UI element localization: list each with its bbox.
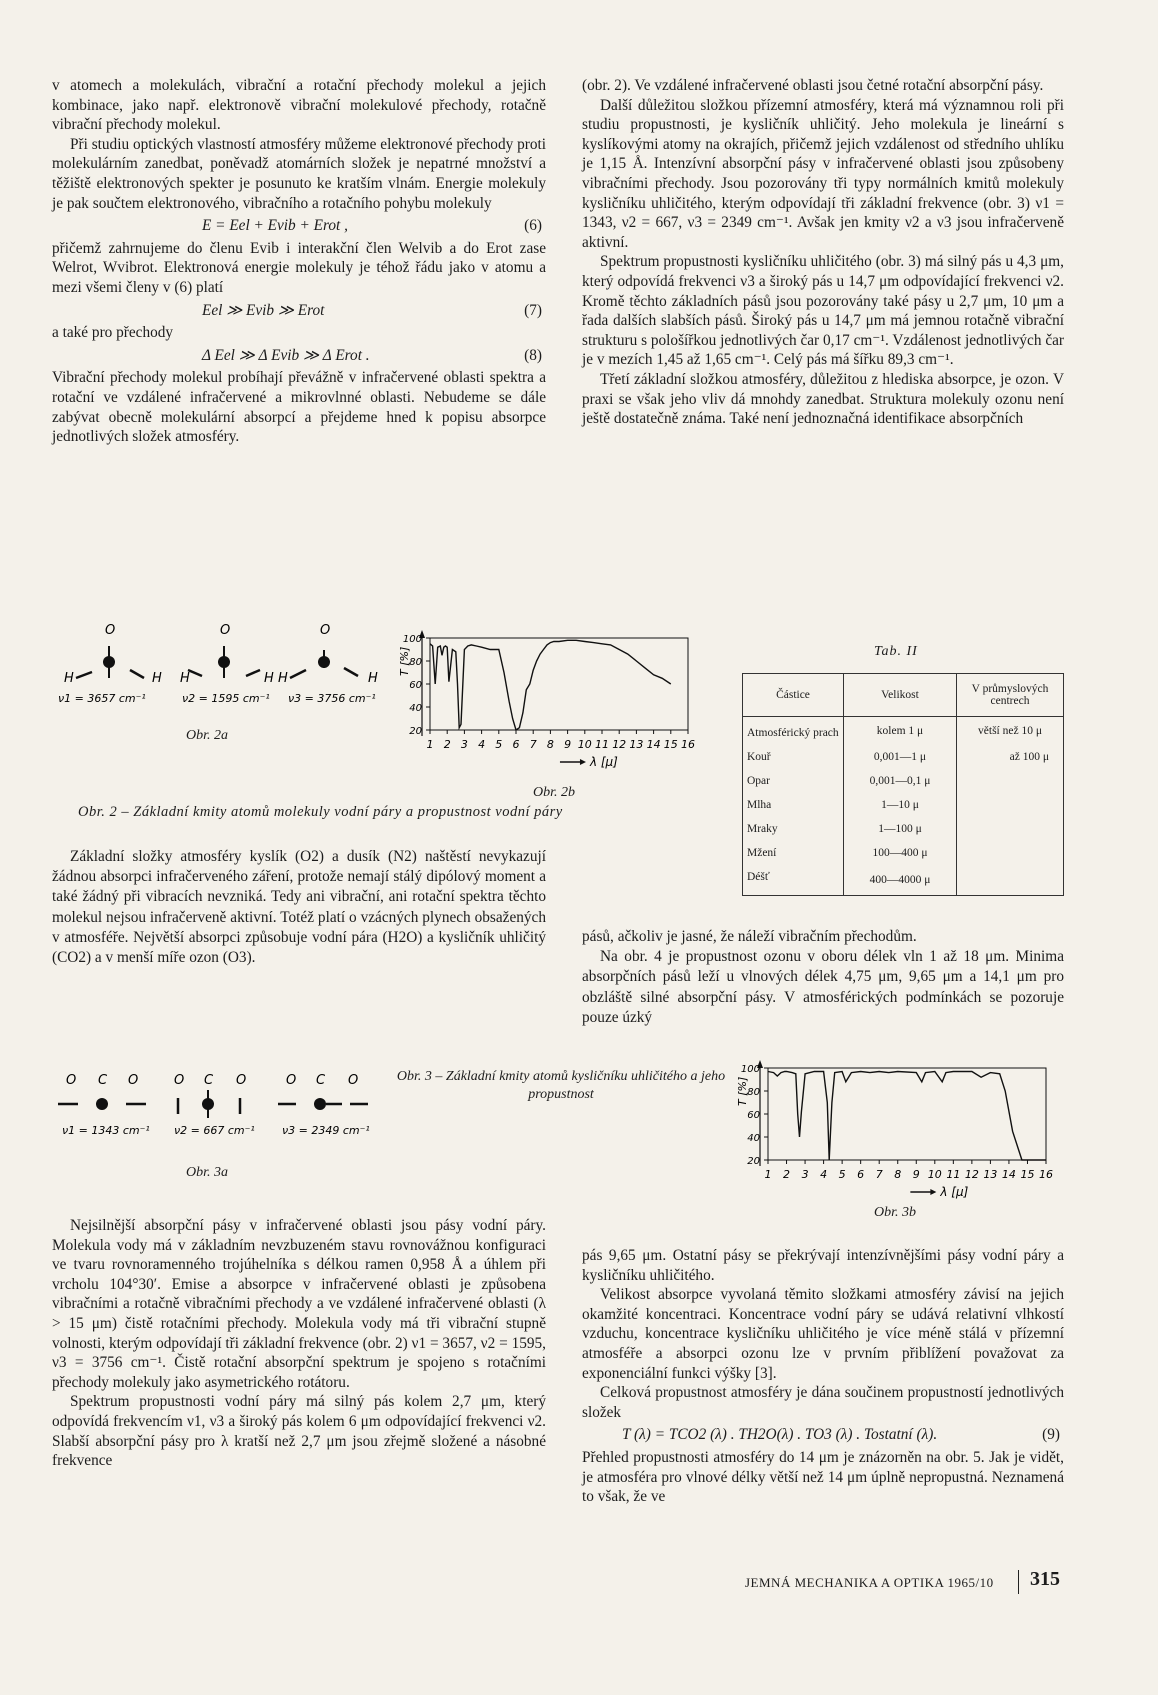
paragraph: Základní složky atmosféry kyslík (O2) a dusík (N2) naštěstí nevykazují žádnou absorpci infračerveného záření, protože nemají stálý dipólový moment a také žádný při vibracích nevzniká. Tedy ani vibrační, ani rotační spektra těchto molekul nejsou infračerveně aktivní. Totéž platí o vzácných plynech obsažených v atmosféře. Největší absorpci způsobuje vodní pára (H2O) a kysličník uhličitý (CO2) a v menší míře ozon (O3). [52,848,546,967]
equation-7: Eel ≫ Evib ≫ Erot (7) [202,301,542,319]
co2-mode-3 [278,1073,370,1137]
x-tick-label: 9 [912,1168,920,1181]
table-header: Velikost [844,674,957,717]
x-tick-label: 1 [764,1168,772,1181]
y-tick-label: 20 [747,1156,760,1167]
atom-h-label: H [264,671,274,686]
table-row: Mlha 1—10 μ [743,793,1064,817]
y-axis-label: T [%] [398,646,411,676]
x-tick-label: 13 [629,738,644,751]
figure-2-caption: Obr. 2 – Základní kmity atomů molekuly vodní páry a propustnost vodní páry [78,804,563,820]
paragraph: Velikost absorpce vyvolaná těmito složkami atmosféry závisí na jejich okamžité koncentraci. Koncentrace vodní páry se udává relativní vlhkostí vzduchu, koncentrace kysličníku uhličitého je více méně stálá v přízemní atmosféře a absorpci ozonu lze v prvním přiblížení považovat za exponenciální funkci výšky [3]. [582,1286,1064,1382]
atom-h-label: H [180,671,190,686]
table-row: Kouř 0,001—1 μ až 100 μ [743,745,1064,769]
paragraph: Spektrum propustnosti kysličníku uhličitého (obr. 3) má silný pás u 4,3 μm, který odpovídá frekvenci ν3 a široký pás u 14,7 μm odpovídající frekvenci ν2. Kromě těchto základních pásů jsou pozorovány také pásy u 2,7 μm, 10 μm a řada dalších slabších pásů. Široký pás u 14,7 μm má jemnou rotačně vibrační strukturu s pološířkou jednotlivých čar 0,17 cm⁻¹. Vzdálenost jednotlivých čar je v mezích 1,45 až 1,65 cm⁻¹. Celý pás má šířku 89,3 cm⁻¹. [582,253,1064,369]
figure-3-caption: Obr. 3 – Základní kmity atomů kysličníku uhličitého a jeho propustnost [396,1069,726,1102]
x-axis-label: λ [μ] [589,755,618,769]
atom-h-label: H [278,671,288,686]
figure-2a-label: Obr. 2a [186,728,229,743]
svg-text:O: O [128,1073,139,1088]
x-tick-label: 7 [529,738,537,751]
y-tick-label: 80 [409,657,422,668]
table-header: Částice [743,674,844,717]
x-tick-label: 13 [983,1168,998,1181]
x-tick-label: 10 [577,738,592,751]
y-tick-label: 60 [409,680,422,691]
x-axis-label: λ [μ] [940,1185,969,1199]
x-tick-label: 6 [857,1168,865,1181]
footer-divider [1018,1570,1019,1594]
transmission-line [430,640,671,730]
co2-mode-1 [58,1073,150,1137]
nu1-label: ν1 = 1343 cm⁻¹ [62,1124,150,1137]
y-tick-label: 80 [747,1087,760,1098]
y-axis-label: T [%] [736,1076,749,1106]
x-tick-label: 8 [546,738,554,751]
atom-h-label: H [152,671,162,686]
x-tick-label: 7 [875,1168,883,1181]
x-tick-label: 12 [612,738,627,751]
paragraph: Spektrum propustnosti vodní páry má silný pás kolem 2,7 μm, který odpovídá frekvencím ν1, ν3 a široký pás kolem 6 μm odpovídající frekvenci ν2. Slabší absorpční pásy pro λ kratší než 2,7 μm jsou zřejmě složené a násobné frekvence [52,1393,546,1470]
paragraph: Vibrační přechody molekul probíhají převážně v infračervené oblasti spektra a rotační ve vzdálené infračervené a mikrovlnné oblasti. Nebudeme se dále zabývat obecně molekulární absorpcí a přejdeme hned k popisu absorpce jednotlivých složek atmosféry. [52,369,546,446]
page-number: 315 [1030,1568,1060,1590]
left-column-top [52,76,546,447]
left-column-mid [52,847,546,968]
x-tick-label: 5 [495,738,503,751]
nu2-label: ν2 = 1595 cm⁻¹ [182,692,270,705]
transmission-line [768,1072,1046,1161]
x-tick-label: 3 [460,738,468,751]
paragraph: Další důležitou složkou přízemní atmosféry, která má významnou roli při studiu propustnosti, je kysličník uhličitý. Jeho molekula je lineární s kyslíkovými atomy na okrajích, přičemž jejich vzdálenost od středního uhlíku je 1,15 Å. Intenzívní absorpční pásy v infračervené oblasti jsou způsobeny vibračními přechody. Jsou pozorovány tři typy normálních kmitů molekuly kysličníku uhličitého, kterým odpovídají tři základní frekvence (obr. 3) ν1 = 1343, ν2 = 667, ν3 = 2349 cm⁻¹. Avšak jen kmity ν2 a ν3 jsou infračerveně aktivní. [582,96,1064,251]
table-row: Mraky 1—100 μ [743,817,1064,841]
table-2 [742,673,1064,896]
x-tick-label: 5 [838,1168,846,1181]
svg-text:O: O [348,1073,359,1088]
atom-o-label: O [320,623,331,638]
x-tick-label: 16 [1039,1168,1053,1181]
x-tick-label: 4 [478,738,486,751]
paragraph: Nejsilnější absorpční pásy v infračervené oblasti jsou pásy vodní páry. Molekula vody má v základním nevzbuzeném stavu rovnovážnou konfiguraci ve tvaru rovnoramenného trojúhelníka s délkou ramen 0,958 Å a úhlem při vrcholu 104°30′. Emise a absorpce v infračervené oblasti je způsobena vibračními a rotačně vibračními přechody a ve vzdálené infračervené oblasti (λ > 15 μm) čistě rotačními přechody. Molekula vody má tři vibrační stupně volnosti, kterým odpovídají tři základní frekvence (obr. 2) ν1 = 3657, ν2 = 1595, ν3 = 3756 cm⁻¹. Čistě rotační absorpční spektrum je spojeno s rotačními přechody molekuly jako asymetrického rotátoru. [52,1217,546,1391]
figure-3a-co2-modes [56,1066,376,1156]
paragraph: Třetí základní složkou atmosféry, důležitou z hlediska absorpce, je ozon. V praxi se však jeho vliv dá mnohdy zanedbat. Struktura molekuly ozonu není ještě dostatečně známa. Také není jednoznačná identifikace absorpčních [582,370,1064,428]
svg-text:C: C [204,1073,214,1088]
figure-2b-label: Obr. 2b [533,785,576,800]
svg-text:C: C [316,1073,326,1088]
atom-o-label: O [220,623,231,638]
atom-o-label: O [105,623,116,638]
y-tick-label: 100 [402,634,422,645]
table-row: Opar 0,001—0,1 μ [743,769,1064,793]
right-column-bottom [582,1246,1064,1507]
table-header: V průmyslových centrech [957,674,1064,717]
svg-text:O: O [174,1073,185,1088]
x-tick-label: 11 [595,738,609,751]
equation-8: Δ Eel ≫ Δ Evib ≫ Δ Erot . (8) [202,346,542,364]
paragraph: Celková propustnost atmosféry je dána součinem propustností jednotlivých složek [582,1384,1064,1421]
plot-frame [768,1068,1046,1160]
paragraph: pásů, ačkoliv je jasné, že náleží vibračním přechodům. [582,928,917,945]
figure-2a-water-modes [52,620,432,740]
nu2-label: ν2 = 667 cm⁻¹ [174,1124,255,1137]
table-row: Atmosférický prach kolem 1 μ větší než 10 μ [743,717,1064,746]
x-tick-label: 8 [894,1168,902,1181]
svg-text:O: O [236,1073,247,1088]
x-tick-label: 12 [964,1168,979,1181]
table-row: Déšť 400—4000 μ [743,865,1064,896]
left-column-bottom [52,1216,546,1471]
table-2-title: Tab. II [874,644,918,659]
x-tick-label: 3 [801,1168,809,1181]
x-tick-label: 16 [681,738,695,751]
x-tick-label: 14 [646,738,661,751]
y-tick-label: 40 [747,1133,760,1144]
y-tick-label: 60 [747,1110,760,1121]
x-axis-arrowhead [580,759,586,765]
nu1-label: ν1 = 3657 cm⁻¹ [58,692,146,705]
figure-3b-chart [734,1060,1064,1205]
x-tick-label: 4 [820,1168,828,1181]
atom-h-label: H [64,671,74,686]
y-tick-label: 20 [409,726,422,737]
x-tick-label: 14 [1001,1168,1016,1181]
paragraph: přičemž zahrnujeme do členu Evib i interakční člen Welvib a do Erot zase Welrot, Wvibrot. Elektronová energie molekuly je téhož řádu jako v atomu a mezi všemi členy v (6) platí [52,239,546,296]
x-tick-label: 2 [443,738,451,751]
paragraph: Při studiu optických vlastností atmosféry můžeme elektronové přechody proti molekulárním zanedbat, poněvadž atomárních složek je nepatrné množství a těžiště elektronových spekter je posunuto ke kratším vlnám. Energie molekuly je pak součtem elektronového, vibračního a rotačního pohybu molekuly [52,135,546,212]
x-tick-label: 1 [426,738,434,751]
table-row: Mžení 100—400 μ [743,841,1064,865]
paragraph: Na obr. 4 je propustnost ozonu v oboru délek vln 1 až 18 μm. Minima absorpčních pásů leží u vlnových délek 4,75 μm, 9,65 μm a 14,1 μm pro obzláště silné absorpční pásy. V atmosférických podmínkách se pozoruje pouze úzký [582,948,1064,1026]
figure-3a-label: Obr. 3a [186,1165,229,1180]
svg-text:O: O [66,1073,77,1088]
paragraph: v atomech a molekulách, vibrační a rotační přechody molekul a jejich kombinace, jako např. elektronově vibrační molekulové přechody, rotačně vibrační přechody molekul. [52,77,546,134]
right-column-top [582,76,1064,429]
paragraph: (obr. 2). Ve vzdálené infračervené oblasti jsou četné rotační absorpční pásy. [582,77,1044,94]
x-tick-label: 9 [564,738,572,751]
paragraph: a také pro přechody [52,324,174,342]
paragraph: Přehled propustnosti atmosféry do 14 μm je znázorněn na obr. 5. Jak je vidět, je atmosféra pro vlnové délky větší než 14 μm úplně nepropustná. Neznamená to však, že ve [582,1448,1064,1506]
equation-6: E = Eel + Evib + Erot , (6) [202,217,542,235]
paragraph: pás 9,65 μm. Ostatní pásy se překrývají intenzívnějšími pásy vodní páry a kysličníku uhličitého. [582,1247,1064,1284]
water-mode-3 [278,623,378,705]
co2-mode-2 [174,1073,255,1137]
x-tick-label: 15 [663,738,678,751]
x-tick-label: 11 [946,1168,961,1181]
equation-9: T (λ) = TCO2 (λ) . TH2O(λ) . TO3 (λ) . Tostatní (λ). (9) [622,1426,1060,1444]
x-tick-label: 6 [512,738,520,751]
figure-2b-chart [396,630,706,775]
water-mode-2 [180,623,274,705]
nu3-label: ν3 = 2349 cm⁻¹ [282,1124,370,1137]
nu3-label: ν3 = 3756 cm⁻¹ [288,692,376,705]
x-tick-label: 15 [1020,1168,1035,1181]
y-tick-label: 100 [740,1064,760,1075]
y-tick-label: 40 [409,703,422,714]
right-column-mid [582,927,1064,1028]
water-mode-1 [58,623,162,705]
plot-frame [430,638,688,730]
figure-3b-label: Obr. 3b [874,1205,917,1220]
journal-footer: JEMNÁ MECHANIKA A OPTIKA 1965/10 [745,1575,994,1590]
x-tick-label: 10 [927,1168,942,1181]
svg-text:C: C [98,1073,108,1088]
x-axis-arrowhead [930,1189,936,1195]
atom-h-label: H [368,671,378,686]
svg-text:O: O [286,1073,297,1088]
x-tick-label: 2 [783,1168,791,1181]
